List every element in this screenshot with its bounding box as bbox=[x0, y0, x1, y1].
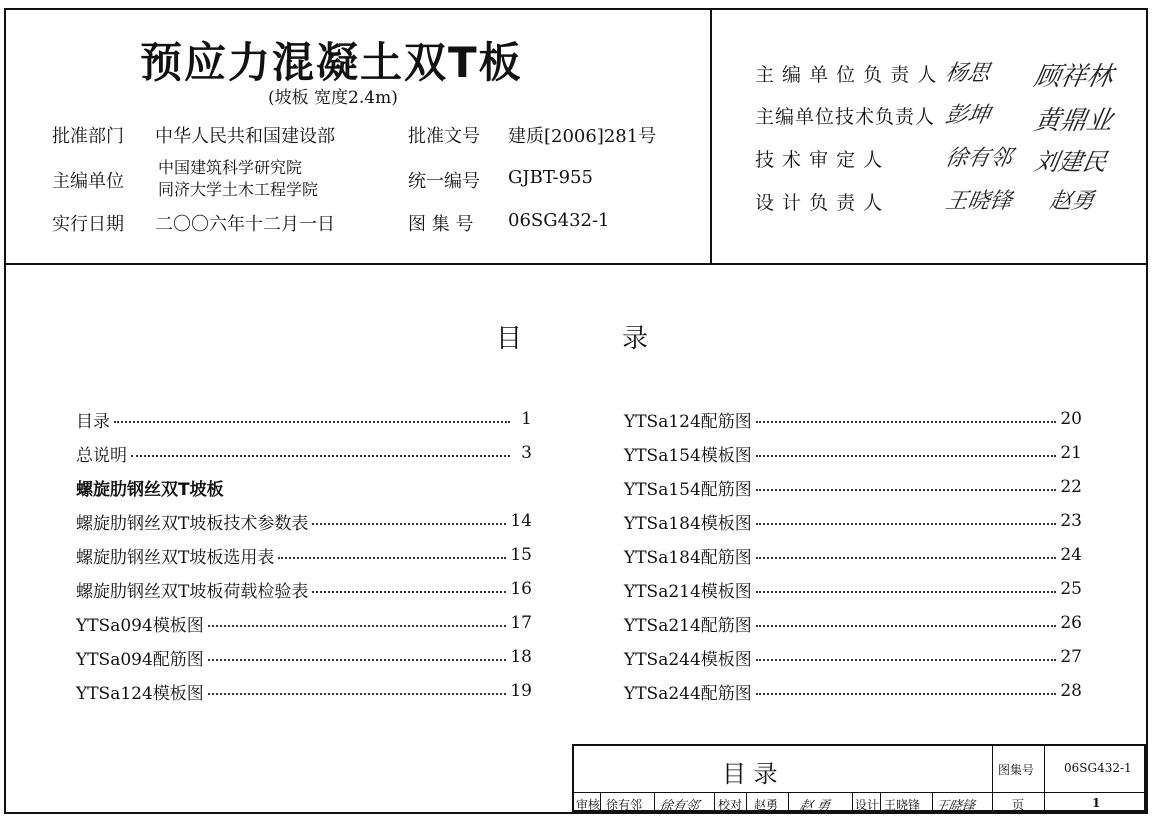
toc-entry-label: YTSa214模板图 bbox=[624, 581, 752, 602]
toc-entry-page: 20 bbox=[1060, 409, 1082, 429]
approval-doc-label: 批准文号 bbox=[408, 126, 480, 147]
unified-number-label: 统一编号 bbox=[408, 171, 480, 192]
title-block-divider bbox=[746, 792, 747, 812]
effective-date-label: 实行日期 bbox=[52, 214, 124, 235]
toc-entry-page: 15 bbox=[510, 545, 532, 565]
toc-entry-label: YTSa244模板图 bbox=[624, 649, 752, 670]
toc-entry[interactable] bbox=[624, 640, 1082, 674]
approval-doc-value: 建质[2006]281号 bbox=[508, 126, 657, 147]
check-name: 赵勇 bbox=[754, 798, 779, 812]
approval-dept-label: 批准部门 bbox=[52, 126, 124, 147]
title-block-divider bbox=[880, 792, 881, 812]
toc-leader-dots bbox=[278, 557, 506, 559]
responsible-role: 技 术 审 定 人 bbox=[755, 149, 884, 171]
review-name: 徐有邻 bbox=[606, 798, 643, 812]
check-label: 校对 bbox=[718, 798, 743, 812]
toc-right-column bbox=[624, 402, 1082, 708]
toc-entry[interactable] bbox=[624, 674, 1082, 708]
toc-entry-page: 3 bbox=[521, 443, 532, 463]
toc-entry-page: 27 bbox=[1060, 647, 1082, 667]
atlas-number-value: 06SG432-1 bbox=[508, 210, 610, 231]
toc-leader-dots bbox=[208, 659, 507, 661]
approval-dept-value: 中华人民共和国建设部 bbox=[155, 126, 335, 147]
document-subtitle: (坡板 宽度2.4m) bbox=[268, 88, 398, 108]
toc-entry-label: YTSa184模板图 bbox=[624, 513, 752, 534]
toc-entry-page: 18 bbox=[510, 647, 532, 667]
responsible-role: 主编单位技术负责人 bbox=[755, 106, 936, 128]
toc-entry-page: 24 bbox=[1060, 545, 1082, 565]
title-block-divider bbox=[932, 792, 933, 812]
toc-leader-dots bbox=[756, 557, 1057, 559]
title-block-title: 目 录 bbox=[722, 760, 778, 788]
toc-entry[interactable] bbox=[624, 538, 1082, 572]
header-vertical-divider bbox=[710, 10, 712, 263]
unified-number-value: GJBT-955 bbox=[508, 167, 593, 188]
toc-left-column bbox=[76, 402, 532, 708]
signature: 徐有邻 bbox=[943, 146, 1014, 171]
atlas-number-label: 图 集 号 bbox=[408, 214, 474, 235]
toc-entry[interactable] bbox=[624, 470, 1082, 504]
toc-entry-label: YTSa124配筋图 bbox=[624, 411, 752, 432]
toc-entry-label: YTSa184配筋图 bbox=[624, 547, 752, 568]
toc-entry[interactable] bbox=[76, 504, 532, 538]
toc-entry-label: 螺旋肋钢丝双T坡板荷载检验表 bbox=[76, 581, 309, 602]
toc-leader-dots bbox=[756, 489, 1057, 491]
toc-entry-page: 26 bbox=[1060, 613, 1082, 633]
title-block bbox=[572, 744, 1146, 812]
toc-entry-label: 螺旋肋钢丝双T坡板 bbox=[76, 479, 224, 500]
review-label: 审核 bbox=[576, 798, 601, 812]
effective-date-value: 二〇〇六年十二月一日 bbox=[155, 214, 335, 235]
toc-entry[interactable] bbox=[76, 606, 532, 640]
toc-entry-label: YTSa094配筋图 bbox=[76, 649, 204, 670]
design-signature: 王晓锋 bbox=[934, 799, 976, 814]
document-title: 预应力混凝土双T板 bbox=[140, 38, 523, 87]
check-signature: 赵 勇 bbox=[798, 799, 832, 814]
signature: 王晓锋 bbox=[943, 189, 1014, 214]
toc-leader-dots bbox=[208, 693, 507, 695]
toc-entry[interactable] bbox=[624, 606, 1082, 640]
signature: 刘建民 bbox=[1032, 148, 1110, 176]
title-block-divider bbox=[600, 792, 601, 812]
editor-unit-label: 主编单位 bbox=[52, 171, 124, 192]
toc-entry-page: 22 bbox=[1060, 477, 1082, 497]
toc-leader-dots bbox=[756, 421, 1057, 423]
toc-entry-page: 23 bbox=[1060, 511, 1082, 531]
signature: 赵勇 bbox=[1047, 189, 1096, 214]
title-block-divider bbox=[788, 792, 789, 812]
toc-leader-dots bbox=[756, 523, 1057, 525]
toc-entry[interactable] bbox=[624, 504, 1082, 538]
toc-entry[interactable] bbox=[76, 572, 532, 606]
page-value: 1 bbox=[1092, 796, 1101, 810]
toc-leader-dots bbox=[312, 523, 506, 525]
toc-entry-page: 19 bbox=[510, 681, 532, 701]
review-signature: 徐有邻 bbox=[658, 799, 700, 814]
toc-entry-page: 28 bbox=[1060, 681, 1082, 701]
title-block-divider bbox=[992, 746, 993, 810]
toc-entry-label: YTSa094模板图 bbox=[76, 615, 204, 636]
toc-entry-page: 16 bbox=[510, 579, 532, 599]
toc-entry-page: 21 bbox=[1060, 443, 1082, 463]
toc-leader-dots bbox=[756, 625, 1057, 627]
toc-entry-page: 17 bbox=[510, 613, 532, 633]
toc-entry[interactable] bbox=[76, 674, 532, 708]
atlas-number-value: 06SG432-1 bbox=[1064, 761, 1132, 775]
toc-entry[interactable] bbox=[624, 572, 1082, 606]
signature: 彭坤 bbox=[943, 103, 992, 128]
toc-entry-label: 螺旋肋钢丝双T坡板技术参数表 bbox=[76, 513, 309, 534]
toc-entry[interactable] bbox=[76, 402, 532, 436]
responsible-role: 主 编 单 位 负 责 人 bbox=[755, 64, 938, 86]
toc-leader-dots bbox=[114, 421, 510, 423]
title-block-divider bbox=[654, 792, 655, 812]
header-divider bbox=[6, 263, 1146, 265]
toc-leader-dots bbox=[131, 455, 510, 457]
signature: 杨思 bbox=[943, 61, 992, 86]
toc-leader-dots bbox=[756, 659, 1057, 661]
toc-entry-label: YTSa244配筋图 bbox=[624, 683, 752, 704]
toc-entry-label: YTSa124模板图 bbox=[76, 683, 204, 704]
design-label: 设计 bbox=[855, 798, 880, 812]
toc-entry-label: YTSa214配筋图 bbox=[624, 615, 752, 636]
toc-leader-dots bbox=[312, 591, 506, 593]
editor-unit-line2: 同济大学土木工程学院 bbox=[158, 180, 319, 199]
atlas-number-label: 图集号 bbox=[998, 763, 1035, 777]
toc-leader-dots bbox=[756, 455, 1057, 457]
toc-entry[interactable] bbox=[76, 436, 532, 470]
toc-entry[interactable] bbox=[76, 640, 532, 674]
toc-entry-label: YTSa154模板图 bbox=[624, 445, 752, 466]
title-block-divider bbox=[714, 792, 715, 812]
signature: 顾祥林 bbox=[1031, 62, 1116, 92]
toc-leader-dots bbox=[208, 625, 507, 627]
title-block-divider bbox=[574, 792, 1144, 793]
editor-unit-line1: 中国建筑科学研究院 bbox=[158, 158, 303, 177]
toc-leader-dots bbox=[756, 693, 1057, 695]
toc-entry-page: 14 bbox=[510, 511, 532, 531]
toc-entry[interactable] bbox=[624, 402, 1082, 436]
title-block-divider bbox=[852, 792, 853, 812]
toc-entry-page: 25 bbox=[1060, 579, 1082, 599]
page-label: 页 bbox=[1012, 798, 1025, 812]
toc-leader-dots bbox=[756, 591, 1057, 593]
responsible-role: 设 计 负 责 人 bbox=[755, 192, 884, 214]
toc-entry[interactable] bbox=[624, 436, 1082, 470]
signature: 黄鼎业 bbox=[1031, 106, 1116, 136]
toc-entry[interactable] bbox=[76, 538, 532, 572]
toc-entry-label: YTSa154配筋图 bbox=[624, 479, 752, 500]
toc-title-left: 目 bbox=[496, 324, 523, 354]
toc-entry-label: 总说明 bbox=[76, 445, 127, 466]
toc-entry-label: 目录 bbox=[76, 411, 110, 432]
design-name: 王晓锋 bbox=[884, 798, 921, 812]
toc-section-heading bbox=[76, 470, 532, 504]
title-block-divider bbox=[1044, 746, 1045, 810]
toc-title-right: 录 bbox=[622, 324, 649, 354]
toc-entry-label: 螺旋肋钢丝双T坡板选用表 bbox=[76, 547, 275, 568]
toc-entry-page: 1 bbox=[521, 409, 532, 429]
